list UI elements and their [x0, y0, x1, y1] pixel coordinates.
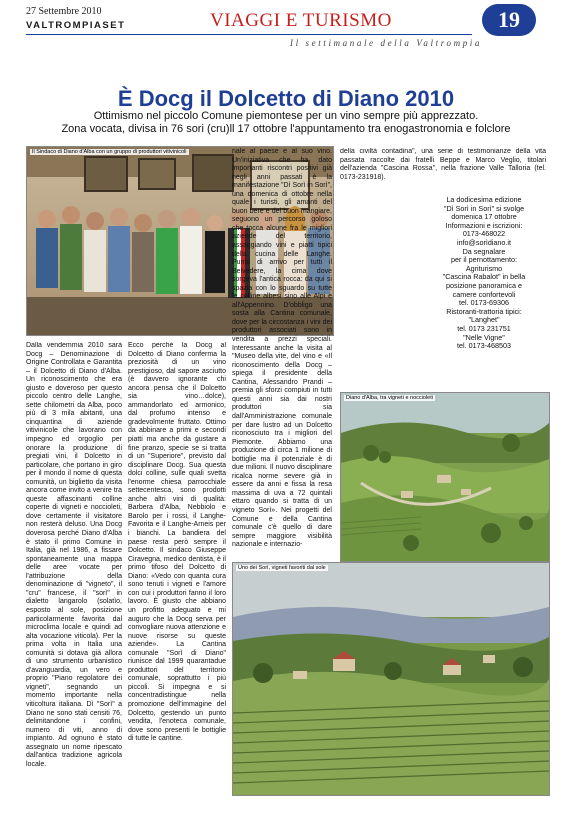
info-phone-4: tel. 0173-468503 — [457, 341, 511, 351]
info-line-8: per il pernottamento: — [451, 255, 517, 265]
info-line-4: Informazioni e iscrizioni: — [445, 220, 523, 230]
photo-sori-vineyards — [232, 562, 550, 796]
info-phone-2: tel. 0173-69306 — [459, 298, 509, 308]
info-line-11: posizione panoramica e — [446, 280, 522, 290]
sori-vineyards-image — [233, 563, 549, 795]
publication-tagline: Il settimanale della Valtrompia — [290, 38, 483, 48]
info-line-9: Agriturismo — [465, 263, 503, 273]
info-email: info@sorìdiano.it — [456, 237, 512, 247]
subhead-line-2: Zona vocata, divisa in 76 sori (cru)ll 17 ottobre l'appuntamento tra enogastronomia e folclore — [61, 123, 511, 135]
info-line-17: "Nelle Vigne" — [463, 332, 505, 342]
event-info-box — [420, 196, 548, 351]
info-line-7: Da segnalare — [462, 246, 506, 256]
subhead-line-1: Ottimismo nel piccolo Comune piemontese per un vino sempre più apprezzato. — [93, 110, 479, 122]
page-number: 19 — [482, 4, 536, 36]
article-headline: È Docg il Dolcetto di Diano 2010 — [117, 86, 455, 111]
info-phone-1: 0173-468022 — [462, 229, 506, 239]
diano-hills-image — [341, 393, 549, 561]
info-line-1: La dodicesima edizione — [446, 195, 522, 204]
publication-name: VALTROMPIASET — [26, 20, 126, 31]
info-line-10: "Cascina Rabalot" in bella — [442, 272, 526, 282]
issue-date: 27 Settembre 2010 — [26, 6, 102, 17]
info-line-15: "Langhet" — [468, 315, 500, 325]
photo1-caption: Il Sindaco di Diano d'Alba con un gruppo di produttori vitivinicoli — [32, 149, 187, 155]
info-line-3: domenica 17 ottobre — [451, 212, 517, 222]
column-1-text: Dalla vendemmia 2010 sarà Docg – Denominazione di Origine Controllata e Garantita – il Dolcetto di Diano d'Alba. Un riconoscimento che era giusto e doveroso per questo piccolo centro delle Langhe, sette chilometri da Alba, poco più di 3 mila abitanti, una cinquantina di aziende vitivinicole che lavorano con impegno ed orgoglio per onorare la produzione di pregiati vini, il Dolcetto in particolare, che portano in giro per il mondo il nome di questa comunità, un biglietto da visita ancora come invito a venire tra queste affascinanti colline coperte di vigneti e noccioleti, dove certamente il visitatore non resterà deluso. Una Docg doverosa perché Diano d'Alba è stato il primo Comune in Italia, già nel 1986, a fissare spontaneamente una mappa delle aree vocate per l'attribuzione della denominazione di "vigneto", il "cru" francese, il "sorì" in dialetto langarolo (solatìo, esposto al sole, posizione particolarmente favorita dal microclima locale e quindi ad alta vocazione viticola). Per la prima volta in Italia una comunità si dotava già allora di uno strumento urbanistico d'avanguardia, un vero e proprio "Piano regolatore dei vigneti", segnando un momento importante nella viticoltura italiana. Dì "Sorì" a Diano ne sono stati censiti 76, delimitandone i confini, numero di viti, anno di impianto. Ad ognuno è stato assegnato un nome ripescato dall'antica tradizione agricola locale. — [26, 342, 122, 768]
photo-diano-hills — [340, 392, 550, 562]
column-3-text: nale al paese e al suo vino. Un'iniziativa che ha dato importanti riscontri positivi già negli anni passati è la manifestazione "Dì Sorì in Sorì", una domenica di ottobre nella quale i turisti, gli amanti del buon bere e del buon mangiare, seguono un percorso goloso che tocca alcune fra le migliori aziende del territorio, assaggiando vini e piatti tipici della cucina delle Langhe. Punto di arrivo per tutti il Belvedere, la cima dove sorgeva l'antica rocca: da qui si spazia con lo sguardo su tutte le colline albesi sino alle Alpi e all'Appennino. D'obbligo una sosta alla Cantina comunale, dove per la circostanza i vini dei produttori associati sono in vendita a prezzi speciali. Interessante anche la visita al "Museo della vite, del vino e «Il riconoscimento della Docg – spiega il presidente della Cantina, Alessandro Prandi – premia gli sforzi compiuti in tutti questi anni sia dai nostri produttori sia dall'Amministrazione comunale per dare lustro ad un Dolcetto riconosciuto tra i migliori del Piemonte. Abbiamo una produzione di circa 1 milione di bottiglie ma il potenziale è di due milioni. Il nuovo disciplinare ricalca norme severe già in essere da anni e fissa la resa massima di uva a 72 quintali ettaro quando si tratta di un vigneto Sorì». Nei progetti del Comune e della Cantina comunale c'è quello di dare sempre maggiore visibilità nazionale e internazio- — [232, 148, 332, 549]
article-subhead — [26, 110, 546, 136]
photo3-caption: Uno dei Sorì, vigneti favoriti dal sole — [238, 565, 326, 571]
info-phone-3: tel. 0173 231751 — [457, 323, 511, 333]
info-line-12: camere confortevoli — [452, 289, 516, 299]
column-2-text: Ecco perché la Docg al Dolcetto di Diano conferma la preziosità di un vino prestigioso, dal sapore asciutto (è davvero ignorante chi ancora pensa che il Dolcetto sia vino…dolce), ammandorlato ed armonico, dal profumo intenso e gradevolmente fruttato. Ottimo da abbinare a primi e secondi piatti ma anche da gustare a fine pranzo, specie se si tratta di un "Superiore", previsto dal disciplinare Docg. Sua questa dolci colline, sulle quali svetta l'enorme chiesa parrocchiale settecentesca, sono prodotti anche altri vini di qualità: Barbera d'Alba, Nebbiolo e Barolo per i rossi, il Langhe-Favorita e il Langhe-Arneis per i bianchi. La bandiera del paese resta però sempre il Dolcetto. Il sindaco Giuseppe Ciravegna, medico dentista, è il primo tifoso del Dolcetto di Diano: «Vedo con quanta cura sono tenuti i vigneti e l'amore con cui i produttori fanno il loro lavoro. È giusto che abbiano un profitto adeguato e mi auguro che la Docg serva per convogliare nuova attenzione e nuove risorse su queste aziende». La Cantina comunale "Sorì di Diano" riunisce dal 1999 quarantadue produttori del territorio comunale, soprattutto i più piccoli. Si impegna e si concentradistingue nella promozione dell'immagine del Dolcetto, gestendo un punto vendita, l'enoteca comunale, dove sono presenti le bottiglie di tutte le cantine. — [128, 342, 226, 743]
info-line-14: Ristoranti-trattoria tipici: — [446, 306, 522, 316]
header-rule — [26, 34, 472, 35]
article-column-1 — [26, 342, 122, 792]
article-column-2 — [128, 342, 226, 792]
info-line-2: "Dì Sorì in Sorì" si svolge — [443, 203, 525, 213]
article-column-4-intro — [340, 148, 546, 190]
photo2-caption: Diano d'Alba, tra vigneti e noccioleti — [346, 395, 433, 401]
column-4-intro-text: della civiltà contadina", una serie di testimonianze della vita passata raccolte dai fratelli Beppe e Marco Veglio, titolari dell'azienda "Cascina Rossa", nella frazione Valle Talloria (tel. 0173-231918). — [340, 148, 546, 181]
section-title: VIAGGI E TURISMO — [210, 10, 392, 31]
